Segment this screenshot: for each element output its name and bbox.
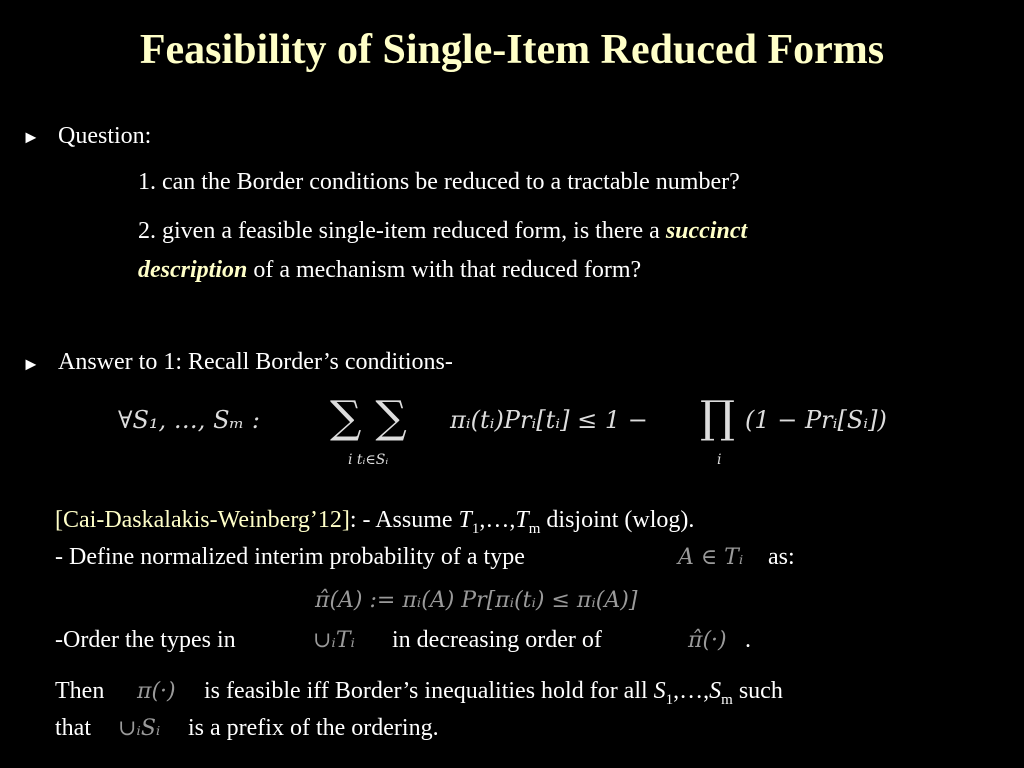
- bullet-arrow-icon: ►: [22, 354, 40, 374]
- type-membership-math: A ∈ Tᵢ: [678, 545, 744, 570]
- bullet-arrow-icon: ►: [22, 127, 40, 147]
- cdw-assume: [Cai-Daskalakis-Weinberg’12]: - Assume $T_1,\dots,T_m$ disjoint (wlog).: [55, 507, 695, 537]
- question-2-cont: [138, 255, 641, 285]
- cdw-define-post: as:: [768, 544, 795, 570]
- bullet-answer-label: Answer to 1: Recall Border’s conditions-: [58, 349, 453, 375]
- order-text-pre: -Order the types in: [55, 627, 236, 653]
- union-s-math: ∪ᵢSᵢ: [118, 716, 161, 741]
- border-body: πᵢ(tᵢ)Prᵢ[tᵢ] ≤ 1 −: [450, 406, 648, 434]
- border-sum: ∑ ∑: [330, 392, 407, 443]
- slide-title: Feasibility of Single-Item Reduced Forms: [139, 27, 885, 73]
- that-post: is a prefix of the ordering.: [188, 715, 439, 741]
- union-types-math: ∪ᵢTᵢ: [313, 628, 355, 653]
- question-2-pre: 2. given a feasible single-item reduced form, is there a: [138, 218, 666, 244]
- question-2-highlight-2: description: [138, 257, 248, 283]
- cdw-define: - Define normalized interim probability of a type: [55, 544, 525, 570]
- question-2-post: of a mechanism with that reduced form?: [247, 257, 642, 283]
- question-2: [138, 216, 747, 246]
- order-text-mid: in decreasing order of: [392, 627, 602, 653]
- border-forall: ∀S₁, …, Sₘ :: [118, 406, 260, 434]
- border-prod-sub: i: [717, 452, 722, 468]
- pihat-math: π̂(·): [688, 628, 727, 653]
- order-text-post: .: [745, 627, 751, 653]
- then-text: is feasible iff Border’s inequalities hold for all $S_1,\dots,S_m$ such: [204, 678, 783, 708]
- cdw-reference: [Cai-Daskalakis-Weinberg’12]: [55, 507, 350, 533]
- bullet-question-label: Question:: [58, 123, 152, 149]
- pi-math: π(·): [137, 679, 176, 704]
- question-1: 1. can the Border conditions be reduced to a tractable number?: [138, 169, 740, 195]
- border-sum-sub: i tᵢ∈Sᵢ: [348, 452, 389, 468]
- pihat-definition: π̂(A) := πᵢ(A) Pr[πᵢ(tᵢ) ≤ πᵢ(A)]: [315, 588, 638, 613]
- border-rhs: (1 − Prᵢ[Sᵢ]): [745, 406, 887, 434]
- border-prod: ∏: [700, 392, 736, 443]
- that-pre: that: [55, 715, 91, 741]
- question-2-highlight-1: succinct: [665, 218, 748, 244]
- then-pre: Then: [55, 678, 105, 704]
